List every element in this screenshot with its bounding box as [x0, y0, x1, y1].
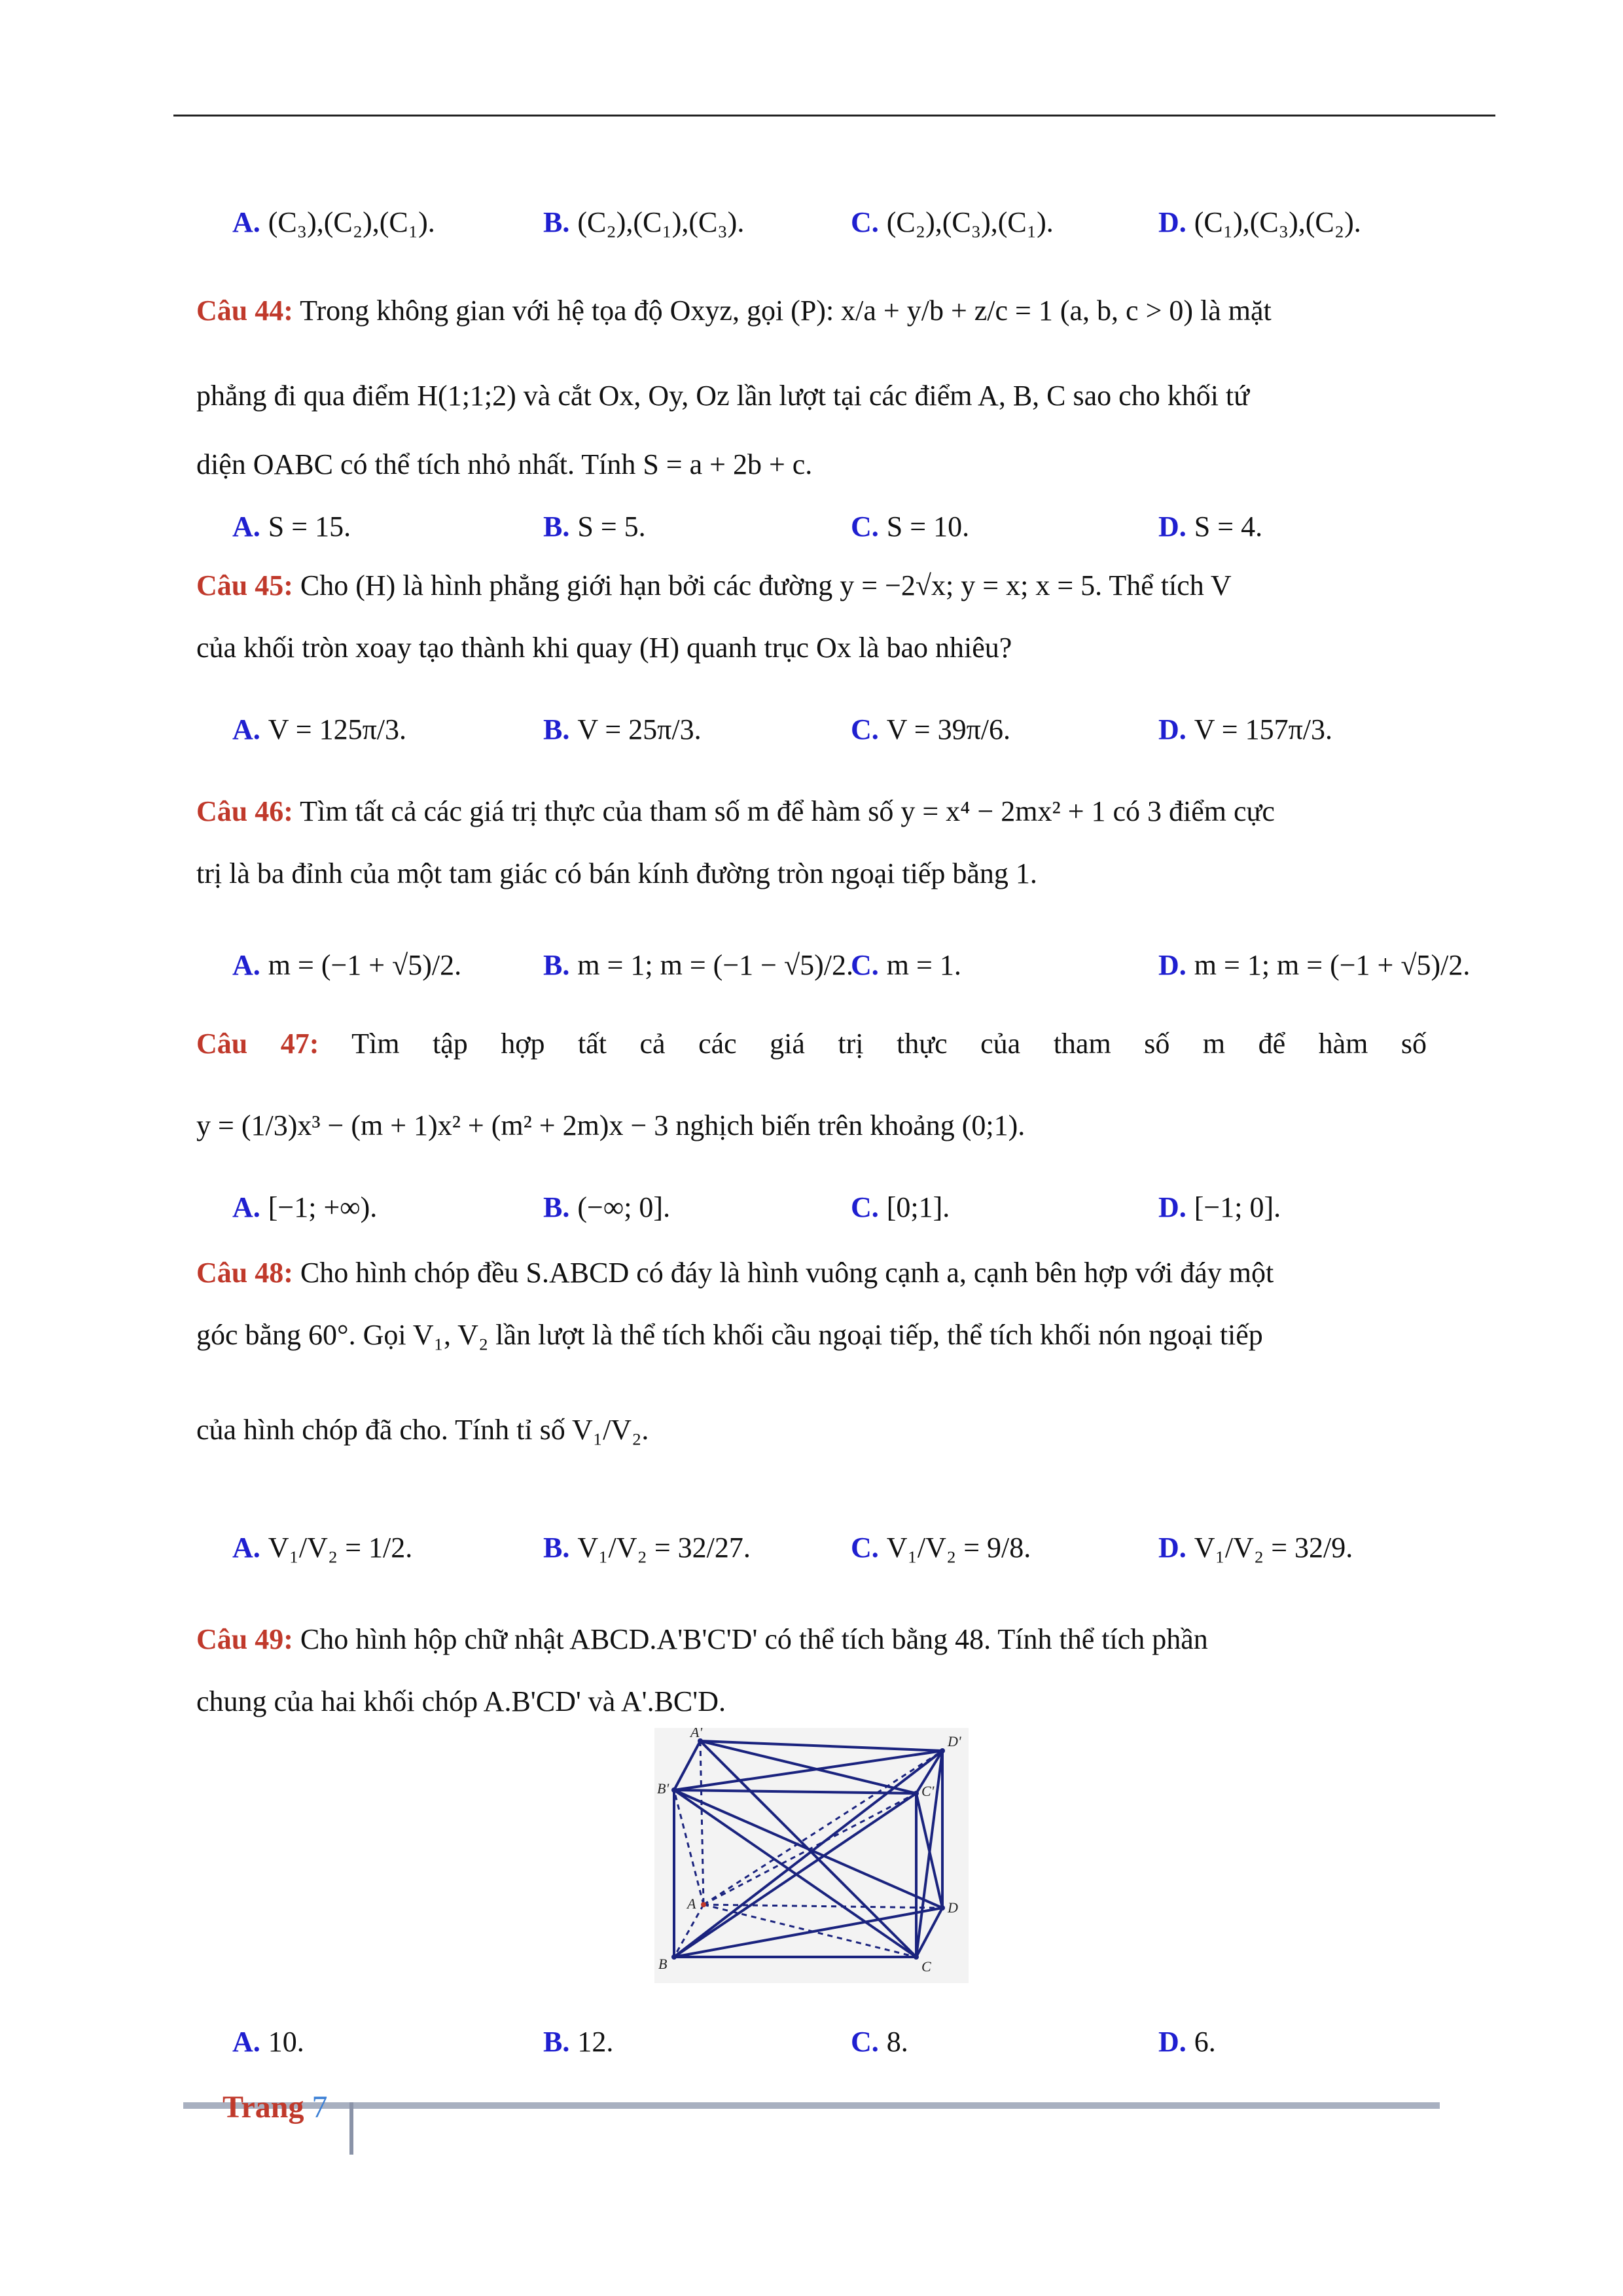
vertex-d — [940, 1905, 945, 1910]
q48-option-b: B. V₁/V₂ = 32/27. — [543, 1532, 751, 1564]
label-b1: B' — [657, 1780, 669, 1797]
q44-label: Câu 44: — [196, 295, 293, 327]
footer-divider — [349, 2102, 353, 2155]
q48-line-1: Câu 48: Cho hình chóp đều S.ABCD có đáy là hình vuông cạnh a, cạnh bên hợp với đáy một — [196, 1257, 1274, 1289]
q45-option-c: C. V = 39π/6. — [851, 713, 1011, 745]
q49-option-c: C. 8. — [851, 2026, 908, 2058]
q48-option-a: A. V₁/V₂ = 1/2. — [232, 1532, 413, 1564]
q48-line-3: của hình chóp đã cho. Tính tỉ số V₁/V₂. — [196, 1414, 649, 1446]
q46-option-d: D. m = 1; m = (−1 + √5)/2. — [1158, 949, 1471, 981]
vertex-d1 — [940, 1748, 945, 1753]
q44-option-d: D. S = 4. — [1158, 511, 1263, 543]
q47-option-c: C. [0;1]. — [851, 1191, 950, 1223]
page-number: 7 — [312, 2090, 328, 2125]
q45-option-a: A. V = 125π/3. — [232, 713, 407, 745]
q45-option-b: B. V = 25π/3. — [543, 713, 702, 745]
q47-line-2: y = (1/3)x³ − (m + 1)x² + (m² + 2m)x − 3 nghịch biến trên khoảng (0;1). — [196, 1109, 1026, 1141]
q46-line-1: Câu 46: Tìm tất cả các giá trị thực của tham số m để hàm số y = x⁴ − 2mx² + 1 có 3 điểm cực — [196, 795, 1275, 827]
label-d: D — [948, 1899, 958, 1916]
q43-option-c: C. (C₂),(C₃),(C₁). — [851, 206, 1054, 238]
q44-line-2: phẳng đi qua điểm H(1;1;2) và cắt Ox, Oy, Oz lần lượt tại các điểm A, B, C sao cho khối tứ — [196, 380, 1249, 412]
q47-option-b: B. (−∞; 0]. — [543, 1191, 671, 1223]
label-d1: D' — [948, 1733, 961, 1749]
vertex-c — [914, 1954, 919, 1960]
vertex-a — [701, 1902, 706, 1907]
q49-line-2: chung của hai khối chóp A.B'CD' và A'.BC'D. — [196, 1685, 726, 1717]
q46-label: Câu 46: — [196, 795, 293, 827]
label-a1: A' — [690, 1728, 703, 1740]
q48-option-d: D. V₁/V₂ = 32/9. — [1158, 1532, 1353, 1564]
q47-option-a: A. [−1; +∞). — [232, 1191, 378, 1223]
cuboid-figure — [654, 1728, 969, 1983]
vertex-c1 — [914, 1791, 919, 1796]
q49-label: Câu 49: — [196, 1623, 293, 1655]
q48-line-2: góc bằng 60°. Gọi V₁, V₂ lần lượt là thể tích khối cầu ngoại tiếp, thể tích khối nón ngoại tiếp — [196, 1319, 1263, 1351]
q45-line-1: Câu 45: Cho (H) là hình phẳng giới hạn bởi các đường y = −2√x; y = x; x = 5. Thể tích V — [196, 569, 1232, 601]
q47-option-d: D. [−1; 0]. — [1158, 1191, 1281, 1223]
q44-line-3: diện OABC có thể tích nhỏ nhất. Tính S = a + 2b + c. — [196, 448, 813, 480]
q43-option-d: D. (C₁),(C₃),(C₂). — [1158, 206, 1361, 238]
q46-option-b: B. m = 1; m = (−1 − √5)/2. — [543, 949, 853, 981]
q45-label: Câu 45: — [196, 569, 293, 601]
q46-line-2: trị là ba đỉnh của một tam giác có bán kính đường tròn ngoại tiếp bằng 1. — [196, 857, 1037, 889]
q49-option-d: D. 6. — [1158, 2026, 1216, 2058]
footer-label: Trang — [223, 2090, 304, 2125]
q44-line-1: Câu 44: Trong không gian với hệ tọa độ Oxyz, gọi (P): x/a + y/b + z/c = 1 (a, b, c > 0) là mặt — [196, 295, 1272, 327]
vertex-b — [671, 1954, 677, 1960]
label-a: A — [687, 1895, 696, 1912]
q48-label: Câu 48: — [196, 1257, 293, 1289]
header-rule — [173, 115, 1495, 117]
q45-line-2: của khối tròn xoay tạo thành khi quay (H) quanh trục Ox là bao nhiêu? — [196, 632, 1012, 664]
page-footer — [223, 2088, 327, 2127]
q45-option-d: D. V = 157π/3. — [1158, 713, 1333, 745]
q43-option-b: B. (C₂),(C₁),(C₃). — [543, 206, 745, 238]
vertex-b1 — [671, 1787, 677, 1793]
q49-option-a: A. 10. — [232, 2026, 304, 2058]
q49-option-b: B. 12. — [543, 2026, 614, 2058]
q43-option-a: A. (C₃),(C₂),(C₁). — [232, 206, 435, 238]
label-b: B — [658, 1956, 668, 1972]
q48-option-c: C. V₁/V₂ = 9/8. — [851, 1532, 1031, 1564]
q46-option-a: A. m = (−1 + √5)/2. — [232, 949, 462, 981]
q49-line-1: Câu 49: Cho hình hộp chữ nhật ABCD.A'B'C'D' có thể tích bằng 48. Tính thể tích phần — [196, 1623, 1208, 1655]
q44-option-a: A. S = 15. — [232, 511, 351, 543]
q46-option-c: C. m = 1. — [851, 949, 961, 981]
footer-rule — [183, 2102, 1440, 2109]
label-c1: C' — [921, 1783, 935, 1799]
q47-line-1: Câu 47: Tìm tập hợp tất cả các giá trị thực của tham số m để hàm số — [196, 1028, 1427, 1060]
q44-option-b: B. S = 5. — [543, 511, 646, 543]
q44-option-c: C. S = 10. — [851, 511, 970, 543]
q47-label: Câu 47: — [196, 1028, 319, 1060]
label-c: C — [921, 1958, 931, 1975]
